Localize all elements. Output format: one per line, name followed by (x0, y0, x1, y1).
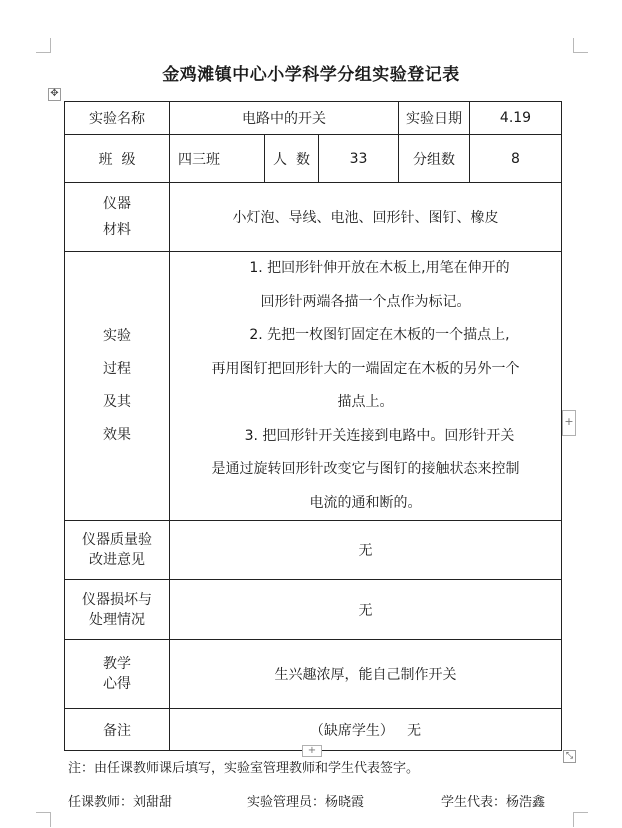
label-quality (65, 521, 170, 580)
row-process (65, 252, 562, 521)
value-class[interactable]: 四三班 (170, 135, 265, 183)
label-group-count: 分组数 (399, 135, 470, 183)
row-teaching (65, 640, 562, 709)
value-process[interactable] (170, 252, 562, 521)
value-damage[interactable]: 无 (170, 580, 562, 640)
value-group-count[interactable]: 8 (470, 135, 562, 183)
value-experiment-date[interactable]: 4.19 (470, 102, 562, 135)
signature-student-rep: 学生代表：杨浩鑫 (441, 795, 546, 810)
row-quality (65, 521, 562, 580)
crop-mark-bottom-right (573, 812, 588, 827)
label-remarks: 备注 (65, 709, 170, 751)
value-people[interactable]: 33 (319, 135, 399, 183)
label-class: 班 级 (65, 135, 170, 183)
label-process-line-3: 及其 (103, 394, 131, 410)
label-quality-line-1: 仪器质量验 (82, 532, 152, 548)
signature-teacher: 任课教师：刘甜甜 (68, 795, 173, 810)
row-equipment (65, 183, 562, 252)
label-equipment-line-1: 仪器 (103, 196, 131, 212)
process-line-4: 再用图钉把回形针大的一端固定在木板的另外一个 (211, 360, 520, 377)
crop-mark-top-right (573, 38, 588, 53)
label-teaching-line-2: 心得 (103, 676, 131, 692)
process-line-7: 是通过旋转回形针改变它与图钉的接触状态来控制 (211, 461, 520, 477)
process-line-1: 1. 把回形针伸开放在木板上,用笔在伸开的 (249, 260, 510, 276)
label-process (65, 252, 170, 521)
label-teaching (65, 640, 170, 709)
row-damage (65, 580, 562, 640)
footer-note: 注：由任课教师课后填写，实验室管理教师和学生代表签字。 (68, 761, 420, 776)
label-process-line-2: 过程 (103, 361, 131, 377)
label-process-line-1: 实验 (103, 328, 131, 344)
signature-lab-manager: 实验管理员：杨晓霞 (247, 795, 365, 810)
value-remarks[interactable]: （缺席学生） 无 (170, 709, 562, 751)
value-equipment[interactable]: 小灯泡、导线、电池、回形针、图钉、橡皮 (170, 183, 562, 252)
label-damage (65, 580, 170, 640)
value-quality[interactable]: 无 (170, 521, 562, 580)
process-line-8: 电流的通和断的。 (309, 494, 422, 511)
label-process-line-4: 效果 (103, 427, 131, 443)
insert-row-plus-icon[interactable]: + (302, 745, 322, 757)
value-experiment-name[interactable]: 电路中的开关 (170, 102, 399, 135)
insert-column-plus-icon[interactable]: + (562, 410, 576, 436)
process-line-6: 3. 把回形针开关连接到电路中。回形针开关 (244, 427, 515, 444)
value-teaching[interactable]: 生兴趣浓厚，能自己制作开关 (170, 640, 562, 709)
label-people: 人 数 (265, 135, 319, 183)
document-title: 金鸡滩镇中心小学科学分组实验登记表 (162, 65, 460, 85)
label-experiment-name: 实验名称 (65, 102, 170, 135)
crop-mark-bottom-left (36, 812, 51, 827)
registration-table (64, 101, 562, 751)
process-line-3: 2. 先把一枚图钉固定在木板的一个描点上, (249, 327, 510, 343)
label-quality-line-2: 改进意见 (89, 552, 145, 568)
process-line-2: 回形针两端各描一个点作为标记。 (260, 293, 471, 310)
row-experiment-name (65, 102, 562, 135)
label-equipment (65, 183, 170, 252)
table-move-handle-icon[interactable]: ✥ (48, 88, 61, 101)
label-damage-line-2: 处理情况 (89, 611, 145, 628)
crop-mark-top-left (36, 38, 51, 53)
process-line-5: 描点上。 (337, 394, 394, 410)
row-class (65, 135, 562, 183)
label-teaching-line-1: 教学 (103, 656, 131, 672)
label-experiment-date: 实验日期 (399, 102, 470, 135)
label-equipment-line-2: 材料 (103, 222, 131, 238)
table-resize-handle-icon[interactable]: ⤡ (563, 750, 576, 763)
label-damage-line-1: 仪器损坏与 (82, 591, 152, 608)
